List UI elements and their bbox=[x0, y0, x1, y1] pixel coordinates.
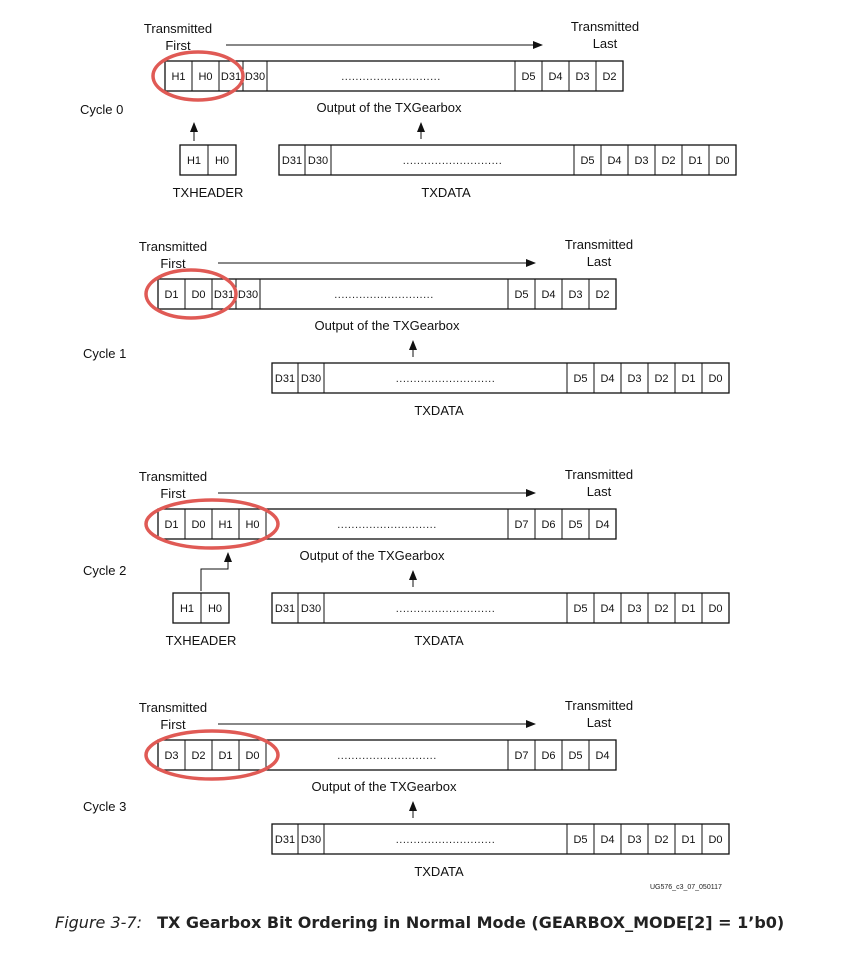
txdata-cell: D5 bbox=[573, 834, 588, 846]
gearbox-output-label: Output of the TXGearbox bbox=[314, 318, 460, 333]
first-label: First bbox=[160, 486, 186, 501]
first-label: First bbox=[160, 717, 186, 732]
txdata-cell: D0 bbox=[708, 834, 723, 846]
output-cell: D7 bbox=[514, 519, 529, 531]
txdata-label: TXDATA bbox=[414, 633, 464, 648]
output-cell: D1 bbox=[164, 519, 179, 531]
ellipsis: ............................ bbox=[395, 603, 496, 615]
last-label: Last bbox=[586, 254, 612, 269]
output-cell: D4 bbox=[541, 289, 556, 301]
txdata-label: TXDATA bbox=[421, 185, 471, 200]
figure-number: Figure 3-7: bbox=[55, 913, 142, 932]
txdata-cell: D30 bbox=[300, 373, 322, 385]
transmitted-first-label: Transmitted bbox=[138, 469, 208, 484]
transmitted-first-label: Transmitted bbox=[143, 21, 213, 36]
figure-caption bbox=[55, 913, 855, 932]
output-cell: D5 bbox=[568, 750, 583, 762]
txdata-cell: D0 bbox=[708, 603, 723, 615]
header-route-arrow bbox=[201, 553, 228, 591]
output-cell: D6 bbox=[541, 519, 556, 531]
gearbox-output-label: Output of the TXGearbox bbox=[311, 779, 457, 794]
cycle-label: Cycle 0 bbox=[80, 102, 124, 117]
txheader-cell: H0 bbox=[214, 155, 230, 167]
txdata-cell: D1 bbox=[681, 603, 696, 615]
txdata-cell: D2 bbox=[661, 155, 676, 167]
last-label: Last bbox=[586, 484, 612, 499]
txdata-cell: D1 bbox=[681, 373, 696, 385]
txdata-cell: D0 bbox=[708, 373, 723, 385]
output-cell: H1 bbox=[171, 71, 186, 83]
txdata-cell: D3 bbox=[634, 155, 649, 167]
output-cell: H1 bbox=[218, 519, 233, 531]
txdata-cell: D31 bbox=[274, 373, 296, 385]
output-cell: D3 bbox=[164, 750, 179, 762]
output-cell: D2 bbox=[595, 289, 610, 301]
txdata-cell: D30 bbox=[307, 155, 329, 167]
output-cell: D4 bbox=[548, 71, 563, 83]
gearbox-output-label: Output of the TXGearbox bbox=[316, 100, 462, 115]
first-label: First bbox=[165, 38, 191, 53]
txdata-cell: D3 bbox=[627, 373, 642, 385]
figure-code: UG576_c3_07_050117 bbox=[650, 884, 722, 891]
ellipsis: ............................ bbox=[337, 519, 437, 531]
output-cell: H0 bbox=[245, 519, 260, 531]
txdata-cell: D3 bbox=[627, 603, 642, 615]
cycle-label: Cycle 1 bbox=[83, 346, 127, 361]
output-cell: D3 bbox=[568, 289, 583, 301]
txdata-cell: D30 bbox=[300, 603, 322, 615]
txheader-cell: H0 bbox=[207, 603, 223, 615]
txdata-cell: D5 bbox=[580, 155, 595, 167]
txdata-cell: D31 bbox=[274, 603, 296, 615]
output-cell: D30 bbox=[237, 289, 259, 301]
first-label: First bbox=[160, 256, 186, 271]
txdata-cell: D2 bbox=[654, 373, 669, 385]
output-cell: D0 bbox=[245, 750, 260, 762]
txdata-cell: D5 bbox=[573, 373, 588, 385]
transmitted-first-label: Transmitted bbox=[138, 239, 208, 254]
txdata-cell: D4 bbox=[600, 373, 615, 385]
output-cell: D4 bbox=[595, 750, 610, 762]
output-cell: D6 bbox=[541, 750, 556, 762]
txheader-cell: H1 bbox=[186, 155, 202, 167]
txheader-cell: H1 bbox=[179, 603, 195, 615]
output-cell: H0 bbox=[198, 71, 213, 83]
output-cell: D7 bbox=[514, 750, 529, 762]
ellipsis: ............................ bbox=[337, 750, 437, 762]
cycle-label: Cycle 2 bbox=[83, 563, 127, 578]
transmitted-first-label: Transmitted bbox=[138, 700, 208, 715]
txdata-cell: D30 bbox=[300, 834, 322, 846]
output-cell: D5 bbox=[568, 519, 583, 531]
txdata-cell: D4 bbox=[600, 834, 615, 846]
output-cell-partial: D31 bbox=[220, 71, 242, 83]
transmitted-last-label: Transmitted bbox=[564, 698, 634, 713]
output-cell: D2 bbox=[602, 71, 617, 83]
output-cell: D0 bbox=[191, 519, 206, 531]
txdata-cell: D1 bbox=[681, 834, 696, 846]
cycle-label: Cycle 3 bbox=[83, 799, 127, 814]
transmitted-last-label: Transmitted bbox=[570, 19, 640, 34]
txdata-cell: D4 bbox=[607, 155, 622, 167]
last-label: Last bbox=[586, 715, 612, 730]
ellipsis: ............................ bbox=[341, 71, 441, 83]
txdata-cell: D2 bbox=[654, 834, 669, 846]
txdata-cell: D2 bbox=[654, 603, 669, 615]
output-cell: D4 bbox=[595, 519, 610, 531]
figure-title: TX Gearbox Bit Ordering in Normal Mode (GEARBOX_MODE[2] = 1’b0) bbox=[157, 913, 785, 932]
txdata-cell: D5 bbox=[573, 603, 588, 615]
gearbox-output-label: Output of the TXGearbox bbox=[299, 548, 445, 563]
output-cell-partial: D31 bbox=[213, 289, 235, 301]
output-cell: D1 bbox=[164, 289, 179, 301]
output-cell: D3 bbox=[575, 71, 590, 83]
output-cell: D0 bbox=[191, 289, 206, 301]
txdata-label: TXDATA bbox=[414, 864, 464, 879]
txheader-label: TXHEADER bbox=[165, 633, 237, 648]
output-cell: D1 bbox=[218, 750, 233, 762]
txdata-cell: D31 bbox=[274, 834, 296, 846]
transmitted-last-label: Transmitted bbox=[564, 237, 634, 252]
ellipsis: ............................ bbox=[395, 373, 496, 385]
output-cell: D5 bbox=[521, 71, 536, 83]
ellipsis: ............................ bbox=[395, 834, 496, 846]
txdata-cell: D3 bbox=[627, 834, 642, 846]
last-label: Last bbox=[592, 36, 618, 51]
output-cell: D5 bbox=[514, 289, 529, 301]
output-cell: D30 bbox=[244, 71, 266, 83]
output-cell: D2 bbox=[191, 750, 206, 762]
txdata-cell: D1 bbox=[688, 155, 703, 167]
ellipsis: ............................ bbox=[402, 155, 503, 167]
txdata-cell: D4 bbox=[600, 603, 615, 615]
transmitted-last-label: Transmitted bbox=[564, 467, 634, 482]
txdata-cell: D31 bbox=[281, 155, 303, 167]
txheader-label: TXHEADER bbox=[172, 185, 244, 200]
txdata-cell: D0 bbox=[715, 155, 730, 167]
txdata-label: TXDATA bbox=[414, 403, 464, 418]
ellipsis: ............................ bbox=[334, 289, 434, 301]
